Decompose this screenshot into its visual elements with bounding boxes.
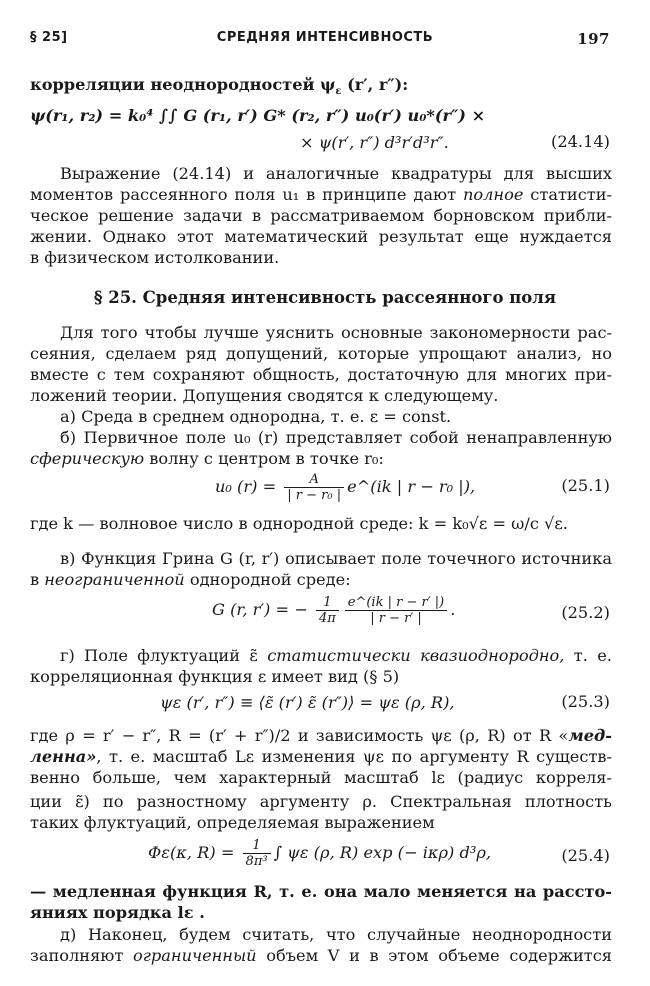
paragraph-line (30, 726, 612, 746)
text-span: однородной среде: (184, 570, 351, 589)
fraction (284, 472, 344, 503)
paragraph-line: жении. Однако этот математический результат еще нуждается (30, 227, 612, 246)
text-span-italic: неограниченной (44, 570, 185, 589)
paragraph-line: сеяния, сделаем ряд допущений, которые упрощают анализ, но (30, 344, 612, 363)
text-span: в (30, 570, 45, 589)
fraction-numerator: 1 (243, 838, 271, 854)
header-page-number: 197 (577, 30, 610, 48)
text-span: заполняют (30, 946, 133, 965)
paragraph-line: таких флуктуаций, определяемая выражением (30, 813, 435, 832)
assumption-v-line1: в) Функция Грина G (r, r′) описывает поле точечного источника (60, 549, 612, 568)
paragraph-line: ложений теории. Допущения сводятся к следующему. (30, 386, 499, 405)
text-span-italic: мед- (568, 726, 612, 745)
text-span-italic: ленна» (30, 747, 97, 766)
equation-number-25-4: (25.4) (561, 846, 610, 865)
assumption-d-line2 (30, 946, 612, 966)
text-span: (r′, r″): (347, 75, 409, 94)
fraction-numerator: e^(ik | r − r′ |) (345, 595, 447, 611)
text-span-italic: сферическую (30, 449, 145, 468)
paragraph-line: Для того чтобы лучше уяснить основные закономерности рас- (60, 323, 612, 342)
text-span: корреляции неоднородностей ψ (30, 75, 336, 94)
text-span-italic: ограниченный (132, 946, 257, 965)
eq-part: u₀ (r) = (215, 477, 282, 496)
equation-24-14-line2: × ψ(r′, r″) d³r′d³r″. (300, 133, 449, 152)
assumption-g-line1 (60, 646, 612, 666)
equation-25-4 (148, 838, 491, 869)
assumption-d-line1: д) Наконец, будем считать, что случайные неоднородности (60, 925, 612, 944)
fraction-numerator: 1 (316, 595, 339, 611)
equation-number-25-3: (25.3) (561, 692, 610, 711)
equation-number-24-14: (24.14) (551, 132, 610, 151)
paragraph-line (30, 185, 612, 205)
fraction (243, 838, 271, 869)
equation-25-3: ψε (r′, r″) ≡ ⟨ε̃ (r′) ε̃ (r″)⟩ = ψε (ρ, R), (160, 693, 455, 712)
assumption-b-line2 (30, 449, 612, 469)
text-span: волну с центром в точке r₀: (144, 449, 384, 468)
assumption-a: а) Среда в среднем однородна, т. е. ε = const. (60, 407, 452, 426)
eq-part: . (450, 600, 456, 619)
assumption-g-line2: корреляционная функция ε имеет вид (§ 5) (30, 667, 400, 686)
equation-number-25-2: (25.2) (561, 603, 610, 622)
eq-part: e^(ik | r − r₀ |), (347, 477, 476, 496)
fraction-numerator: A (284, 472, 344, 488)
fraction-denominator: 8π³ (245, 854, 268, 869)
assumption-b-line1: б) Первичное поле u₀ (r) представляет собой ненаправленную (60, 428, 612, 447)
paragraph-line: вместе с тем сохраняют общность, достаточную для многих при- (30, 365, 612, 384)
paragraph-line: Выражение (24.14) и аналогичные квадратуры для высших (60, 164, 612, 183)
paragraph-line: яниях порядка lε . (30, 903, 205, 922)
text-line-1: корреляции неоднородностей $\psi_\varepsilon$ (r′, r″): (30, 75, 409, 98)
header-running-title: СРЕДНЯЯ ИНТЕНСИВНОСТЬ (216, 30, 434, 45)
paragraph-line: в физическом истолковании. (30, 248, 280, 267)
text-span: т. е. (564, 646, 613, 665)
fraction-denominator: 4π (318, 611, 336, 626)
section-heading: § 25. Средняя интенсивность рассеянного поля (93, 288, 557, 307)
fraction-denominator: | r − r₀ | (287, 488, 342, 503)
text-span: статисти- (523, 185, 613, 204)
paragraph-line: — медленная функция R, т. е. она мало меняется на рассто- (30, 882, 612, 901)
text-span: где ρ = r′ − r″, R = (r′ + r″)/2 и зависимость ψε (ρ, R) от R « (30, 726, 569, 745)
wavenumber-line: где k — волновое число в однородной среде: k = k₀√ε = ω/c √ε. (30, 514, 568, 533)
eq-part: ∫ ψε (ρ, R) exp (− iκρ) d³ρ, (273, 843, 491, 862)
assumption-v-line2 (30, 570, 612, 590)
equation-number-25-1: (25.1) (561, 476, 610, 495)
text-span: г) Поле флуктуаций ε̃ (60, 646, 268, 665)
eq-part: G (r, r′) = − (212, 600, 313, 619)
eq-part: Φε(κ, R) = (148, 843, 240, 862)
fraction (316, 595, 339, 626)
equation-25-1 (215, 472, 475, 503)
text-span: , т. е. масштаб Lε изменения ψε по аргументу R существ- (96, 747, 612, 766)
fraction-denominator: | r − r′ | (370, 611, 422, 626)
header-section-mark: § 25] (30, 30, 68, 45)
text-span-italic: полное (462, 185, 524, 204)
paragraph-line (30, 747, 612, 767)
fraction (345, 595, 447, 626)
equation-25-2 (212, 595, 455, 626)
paragraph-line: венно больше, чем характерный масштаб lε (радиус корреля- (30, 768, 612, 787)
text-span-italic: статистически квазиоднородно, (267, 646, 565, 665)
paragraph-line: ческое решение задачи в рассматриваемом борновском прибли- (30, 206, 612, 225)
paragraph-line: ции ε̃) по разностному аргументу ρ. Спектральная плотность (30, 792, 612, 811)
equation-24-14-line1: ψ(r₁, r₂) = k₀⁴ ∫∫ G (r₁, r′) G* (r₂, r″) u₀(r′) u₀*(r″) × (30, 106, 486, 125)
text-span: моментов рассеянного поля u₁ в принципе дают (30, 185, 463, 204)
text-span: объем V и в этом объеме содержится (256, 946, 612, 965)
